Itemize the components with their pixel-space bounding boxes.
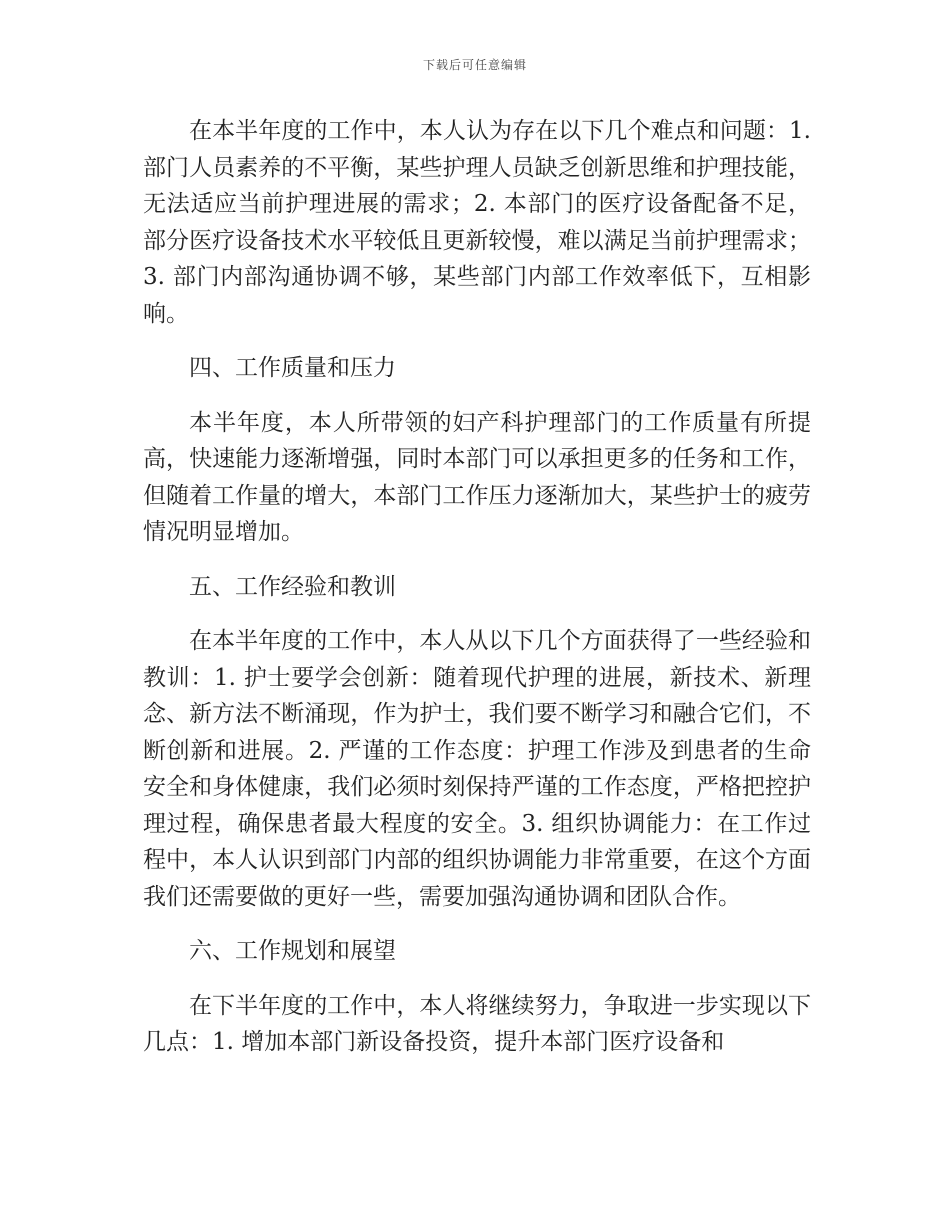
- paragraph-experience: 在本半年度的工作中，本人从以下几个方面获得了一些经验和教训：1. 护士要学会创新：随着现代护理的进展，新技术、新理念、新方法不断涌现，作为护士，我们要不断学习和融合它们，不断创新和进展。2. 严谨的工作态度：护理工作涉及到患者的生命安全和身体健康，我们必须时刻保持严谨的工作态度，严格把控护理过程，确保患者最大程度的安全。3. 组织协调能力：在工作过程中，本人认识到部门内部的组织协调能力非常重要，在这个方面我们还需要做的更好一些，需要加强沟通协调和团队合作。: [143, 628, 811, 910]
- paragraph-work-quality: 本半年度，本人所带领的妇产科护理部门的工作质量有所提高，快速能力逐渐增强，同时本部门可以承担更多的任务和工作，但随着工作量的增大，本部门工作压力逐渐加大，某些护士的疲劳情况明显增加。: [143, 409, 811, 545]
- section-heading-experience: 五、工作经验和教训: [189, 573, 396, 600]
- document-body: [143, 113, 811, 1079]
- section-heading-work-quality: 四、工作质量和压力: [189, 355, 396, 381]
- page-header: 下载后可任意编辑: [422, 58, 527, 72]
- section-heading-planning: 六、工作规划和展望: [189, 938, 396, 964]
- paragraph-difficulties: 在本半年度的工作中，本人认为存在以下几个难点和问题：1. 部门人员素养的不平衡，某些护理人员缺乏创新思维和护理技能，无法适应当前护理进展的需求；2. 本部门的医疗设备配备不足，部分医疗设备技术水平较低且更新较慢，难以满足当前护理需求；3. 部门内部沟通协调不够，某些部门内部工作效率低下，互相影响。: [143, 118, 811, 327]
- paragraph-planning: 在下半年度的工作中，本人将继续努力，争取进一步实现以下几点：1. 增加本部门新设备投资，提升本部门医疗设备和: [143, 992, 811, 1055]
